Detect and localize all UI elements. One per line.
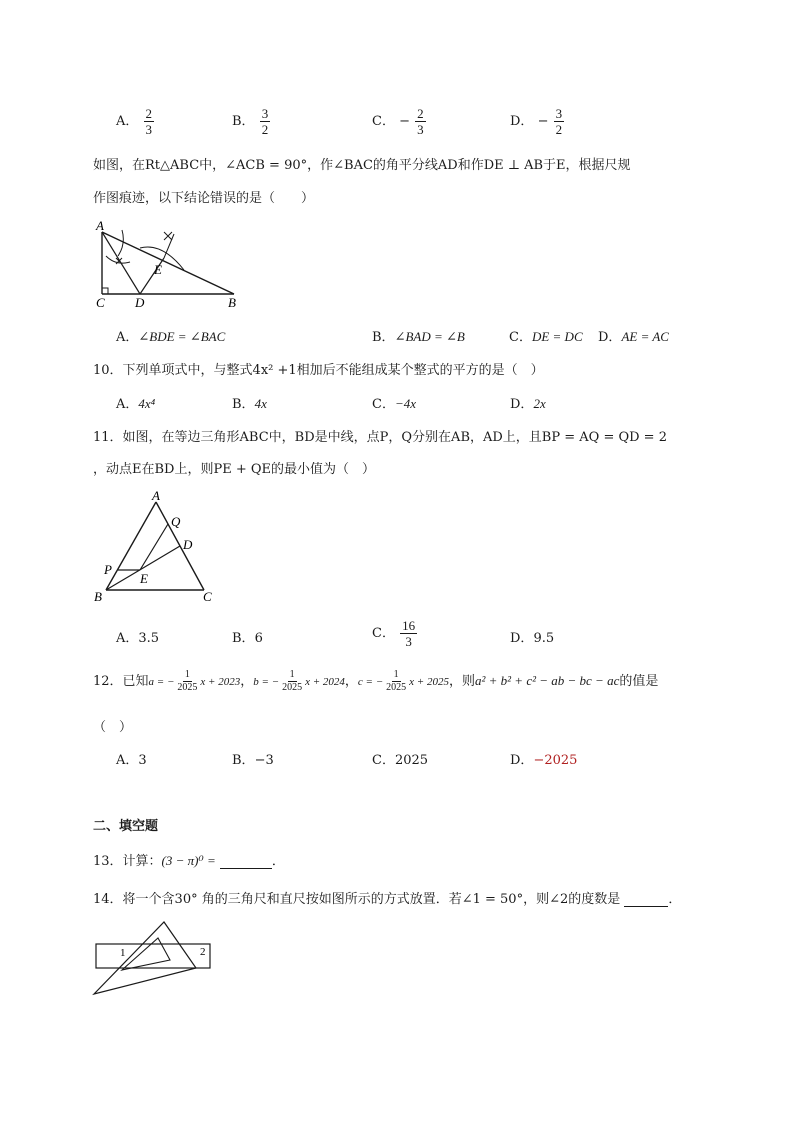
construction-cross xyxy=(164,232,172,240)
sign: − xyxy=(399,114,410,129)
q14-stem xyxy=(93,888,681,907)
numerator: 3 xyxy=(555,106,563,121)
section-title-text: 二、填空题 xyxy=(93,819,159,834)
option-label: D． xyxy=(510,114,534,129)
q9-text: 如图，在Rt△ABC中，∠ACB = 90°，作∠BAC的角平分线AD和作DE ⊥ AB于E，根据尺规 xyxy=(93,158,631,173)
expression: a² + b² + c² − ab − bc − ac xyxy=(474,673,620,688)
option-label: C． xyxy=(509,330,532,345)
option-label: B． xyxy=(232,753,255,768)
numerator: 2 xyxy=(417,106,424,121)
then-word: ，则 xyxy=(448,674,475,689)
option-text: DE = DC xyxy=(531,329,583,344)
label-e: E xyxy=(140,571,148,586)
fraction xyxy=(384,670,408,693)
label-c: C xyxy=(96,295,105,310)
q8-option-d[interactable] xyxy=(510,107,565,136)
q13-expression: (3 − π)⁰ = xyxy=(161,853,216,868)
q12-suffix: 的值是 xyxy=(619,674,659,689)
fraction xyxy=(400,619,417,648)
answer-blank[interactable] xyxy=(624,894,668,907)
q9-option-b[interactable] xyxy=(372,326,465,345)
denominator: 2025 xyxy=(282,682,303,693)
q11-option-d[interactable] xyxy=(510,627,554,646)
b-rhs: x + 2024 xyxy=(305,676,345,688)
option-text: 3 xyxy=(138,753,147,768)
numerator: 16 xyxy=(402,618,416,633)
set-square-outer xyxy=(94,922,196,994)
q12-prefix: 12．已知 xyxy=(93,674,149,689)
q8-option-a[interactable] xyxy=(116,107,155,136)
separator: ， xyxy=(240,674,254,689)
q11-option-a[interactable] xyxy=(116,627,159,646)
fraction xyxy=(175,670,199,693)
option-label: A． xyxy=(116,330,139,345)
option-text: 4x xyxy=(254,396,267,411)
label-b: B xyxy=(94,589,102,604)
denominator: 3 xyxy=(145,122,153,137)
option-label: D． xyxy=(510,397,534,412)
q10-option-b[interactable] xyxy=(232,393,267,412)
fraction xyxy=(415,107,426,136)
option-label: B． xyxy=(232,631,255,646)
option-text: ∠BDE = ∠BAC xyxy=(138,329,226,344)
right-angle-mark xyxy=(102,288,108,294)
denominator: 2 xyxy=(555,122,563,137)
fraction xyxy=(554,107,565,136)
denominator: 2 xyxy=(261,122,269,137)
denominator: 2025 xyxy=(177,682,198,693)
fraction xyxy=(280,670,304,693)
q9-option-a[interactable] xyxy=(116,326,225,345)
q11-text: ，动点E在BD上，则PE + QE的最小值为（ ） xyxy=(93,462,376,477)
numerator: 1 xyxy=(393,669,399,680)
denominator: 3 xyxy=(405,634,412,649)
numerator: 2 xyxy=(145,106,153,121)
denominator: 3 xyxy=(417,122,424,137)
q12-option-a[interactable] xyxy=(116,749,147,768)
construction-arc xyxy=(140,247,184,270)
q12-option-b[interactable] xyxy=(232,749,274,768)
a-rhs: x + 2023 xyxy=(200,676,241,688)
label-b: B xyxy=(228,295,236,310)
b-lhs: b = − xyxy=(253,676,280,688)
numerator: 1 xyxy=(289,669,295,680)
label-a: A xyxy=(152,488,160,503)
q13-stem xyxy=(93,850,285,869)
option-label: A． xyxy=(116,753,139,768)
numerator: 3 xyxy=(261,106,269,121)
option-text: AE = AC xyxy=(621,329,669,344)
q8-option-c[interactable] xyxy=(372,107,427,136)
option-text: 3.5 xyxy=(138,631,160,646)
q11-option-b[interactable] xyxy=(232,627,263,646)
set-square-inner xyxy=(122,938,170,970)
option-label: D． xyxy=(510,753,534,768)
option-label: D． xyxy=(510,631,534,646)
q12-stem xyxy=(93,670,658,693)
q14-text: 14．将一个含30° 角的三角尺和直尺按如图所示的方式放置．若∠1 = 50°，则∠2的度数是 xyxy=(93,892,621,907)
q12-option-d[interactable] xyxy=(510,749,577,768)
option-label: D． xyxy=(598,330,622,345)
option-label: A． xyxy=(116,114,139,129)
label-c: C xyxy=(203,589,212,604)
numerator: 1 xyxy=(184,669,190,680)
option-text: ∠BAD = ∠B xyxy=(394,329,465,344)
q9-stem-line1 xyxy=(93,154,631,173)
q11-stem-line1 xyxy=(93,426,667,445)
option-label: C． xyxy=(372,114,395,129)
option-text: 9.5 xyxy=(533,631,555,646)
q13-end: ． xyxy=(271,854,285,869)
q9-stem-line2 xyxy=(93,187,314,206)
option-label: A． xyxy=(116,631,139,646)
fraction xyxy=(144,107,155,136)
option-text: 6 xyxy=(254,631,263,646)
option-label: C． xyxy=(372,397,395,412)
label-e: E xyxy=(154,262,162,277)
option-text: 2x xyxy=(533,396,546,411)
sign: − xyxy=(537,114,549,129)
label-d: D xyxy=(183,537,193,552)
q11-text: 11．如图，在等边三角形ABC中，BD是中线，点P，Q分别在AB，AD上，且BP = AQ = QD = 2 xyxy=(93,430,667,445)
c-rhs: x + 2025 xyxy=(409,676,449,688)
q12-option-c[interactable] xyxy=(372,749,428,768)
construction-arc xyxy=(118,230,123,256)
segment-qe xyxy=(140,524,168,570)
q11-stem-line2 xyxy=(93,458,375,477)
q10-stem xyxy=(93,359,544,378)
label-p: P xyxy=(104,562,112,577)
label-q: Q xyxy=(171,514,181,529)
option-text: −2025 xyxy=(533,753,578,768)
answer-paren: （ ） xyxy=(93,720,133,735)
option-label: B． xyxy=(232,397,255,412)
separator: ， xyxy=(344,674,358,689)
option-label: B． xyxy=(232,114,255,129)
label-d: D xyxy=(135,295,145,310)
option-label: A． xyxy=(116,397,139,412)
segment-ab xyxy=(106,502,156,590)
q8-option-b[interactable] xyxy=(232,107,271,136)
fraction xyxy=(260,107,271,136)
q11-option-c[interactable] xyxy=(372,619,418,648)
q11-figure xyxy=(92,488,222,604)
option-text: −4x xyxy=(394,396,416,411)
denominator: 2025 xyxy=(386,682,407,693)
option-label: B． xyxy=(372,330,395,345)
section-title xyxy=(93,815,158,834)
a-lhs: a = − xyxy=(148,676,175,688)
option-label: C． xyxy=(372,626,395,641)
angle-2-label: 2 xyxy=(200,946,206,958)
c-lhs: c = − xyxy=(357,676,384,688)
q9-text: 作图痕迹，以下结论错误的是（ ） xyxy=(93,191,315,206)
q10-option-a[interactable] xyxy=(116,393,155,412)
option-text: 2025 xyxy=(394,753,429,768)
q13-prefix: 13．计算： xyxy=(93,854,162,869)
q9-option-d[interactable] xyxy=(598,326,669,345)
q14-end: ． xyxy=(668,892,682,907)
option-text: −3 xyxy=(254,753,274,768)
angle-1-label: 1 xyxy=(120,947,126,959)
q10-option-c[interactable] xyxy=(372,393,416,412)
q9-option-c[interactable] xyxy=(509,326,583,345)
q10-text: 10．下列单项式中，与整式4x² +1相加后不能组成某个整式的平方的是（ ） xyxy=(93,363,544,378)
answer-blank[interactable] xyxy=(220,856,272,869)
option-text: 4x⁴ xyxy=(138,396,156,411)
q12-paren xyxy=(93,716,132,735)
option-label: C． xyxy=(372,753,395,768)
label-a: A xyxy=(96,218,104,233)
q14-figure xyxy=(92,918,216,998)
q9-figure xyxy=(92,218,252,310)
q10-option-d[interactable] xyxy=(510,393,546,412)
